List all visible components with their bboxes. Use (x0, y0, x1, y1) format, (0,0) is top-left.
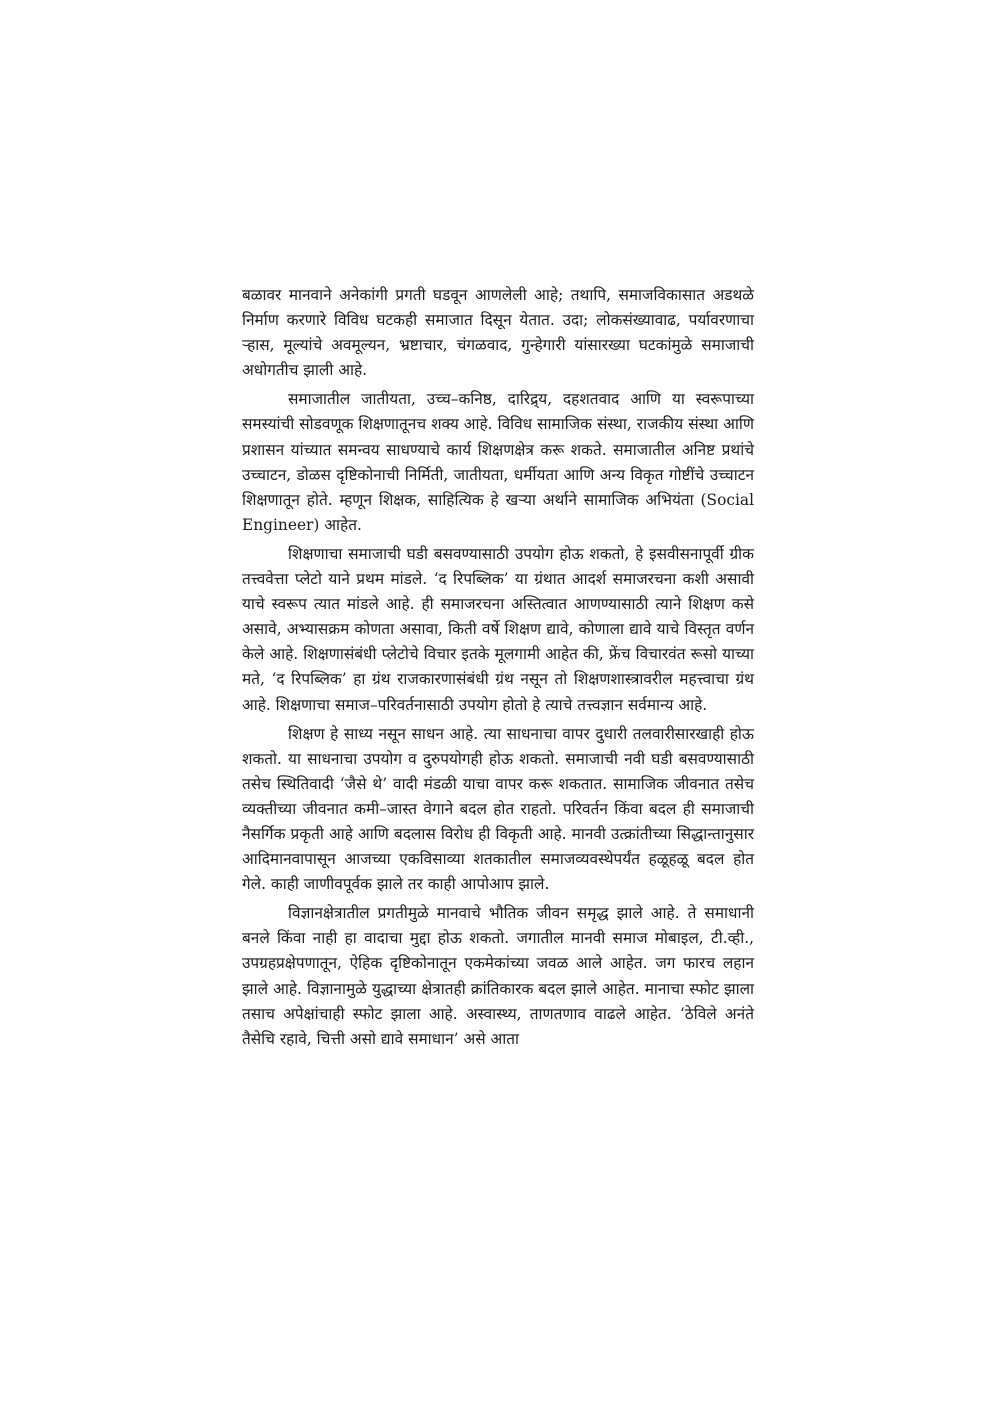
paragraph-2: समाजातील जातीयता, उच्च–कनिष्ठ, दारिद्र्य, दहशतवाद आणि या स्वरूपाच्या समस्यांची सोडवणूक शिक्षणातूनच शक्य आहे. विविध सामाजिक संस्था, राजकीय संस्था आणि प्रशासन यांच्यात समन्वय साधण्याचे कार्य शिक्षणक्षेत्र करू शकते. समाजातील अनिष्ट प्रथांचे उच्चाटन, डोळस दृष्टिकोनाची निर्मिती, जातीयता, धर्मीयता आणि अन्य विकृत गोष्टींचे उच्चाटन शिक्षणातून होते. म्हणून शिक्षक, साहित्यिक हे खऱ्या अर्थाने सामाजिक अभियंता (Social Engineer) आहेत. (242, 390, 754, 534)
paragraph-3: शिक्षणाचा समाजाची घडी बसवण्यासाठी उपयोग होऊ शकतो, हे इसवीसनापूर्वी ग्रीक तत्त्ववेत्ता प्लेटो याने प्रथम मांडले. ‘द रिपब्लिक’ या ग्रंथात आदर्श समाजरचना कशी असावी याचे स्वरूप त्यात मांडले आहे. ही समाजरचना अस्तित्वात आणण्यासाठी त्याने शिक्षण कसे असावे, अभ्यासक्रम कोणता असावा, किती वर्षे शिक्षण द्यावे, कोणाला द्यावे याचे विस्तृत वर्णन केले आहे. शिक्षणासंबंधी प्लेटोचे विचार इतके मूलगामी आहेत की, फ्रेंच विचारवंत रूसो याच्या मते, ‘द रिपब्लिक’ हा ग्रंथ राजकारणासंबंधी ग्रंथ नसून तो शिक्षणशास्त्रावरील महत्त्वाचा ग्रंथ आहे. शिक्षणाचा समाज–परिवर्तनासाठी उपयोग होतो हे त्याचे तत्त्वज्ञान सर्वमान्य आहे. (242, 544, 754, 714)
body-text (242, 283, 754, 1056)
paragraph-1: बळावर मानवाने अनेकांगी प्रगती घडवून आणलेली आहे; तथापि, समाजविकासात अडथळे निर्माण करणारे विविध घटकही समाजात दिसून येतात. उदा; लोकसंख्यावाढ, पर्यावरणाचा ऱ्हास, मूल्यांचे अवमूल्यन, भ्रष्टाचार, चंगळवाद, गुन्हेगारी यांसारख्या घटकांमुळे समाजाची अधोगतीच झाली आहे. (242, 286, 754, 380)
paragraph-4: शिक्षण हे साध्य नसून साधन आहे. त्या साधनाचा वापर दुधारी तलवारीसारखाही होऊ शकतो. या साधनाचा उपयोग व दुरुपयोगही होऊ शकतो. समाजाची नवी घडी बसवण्यासाठी तसेच स्थितिवादी ‘जैसे थे’ वादी मंडळी याचा वापर करू शकतात. सामाजिक जीवनात तसेच व्यक्तीच्या जीवनात कमी–जास्त वेगाने बदल होत राहतो. परिवर्तन किंवा बदल ही समाजाची नैसर्गिक प्रकृती आहे आणि बदलास विरोध ही विकृती आहे. मानवी उत्क्रांतीच्या सिद्धान्तानुसार आदिमानवापासून आजच्या एकविसाव्या शतकातील समाजव्यवस्थेपर्यंत हळूहळू बदल होत गेले. काही जाणीवपूर्वक झाले तर काही आपोआप झाले. (242, 724, 754, 894)
paragraph-5: विज्ञानक्षेत्रातील प्रगतीमुळे मानवाचे भौतिक जीवन समृद्ध झाले आहे. ते समाधानी बनले किंवा नाही हा वादाचा मुद्दा होऊ शकतो. जगातील मानवी समाज मोबाइल, टी.व्ही., उपग्रहप्रक्षेपणातून, ऐहिक दृष्टिकोनातून एकमेकांच्या जवळ आले आहेत. जग फारच लहान झाले आहे. विज्ञानामुळे युद्धाच्या क्षेत्रातही क्रांतिकारक बदल झाले आहेत. मानाचा स्फोट झाला तसाच अपेक्षांचाही स्फोट झाला आहे. अस्वास्थ्य, ताणतणाव वाढले आहेत. ‘ठेविले अनंते तैसेचि रहावे, चित्ती असो द्यावे समाधान’ असे आता (242, 904, 754, 1048)
